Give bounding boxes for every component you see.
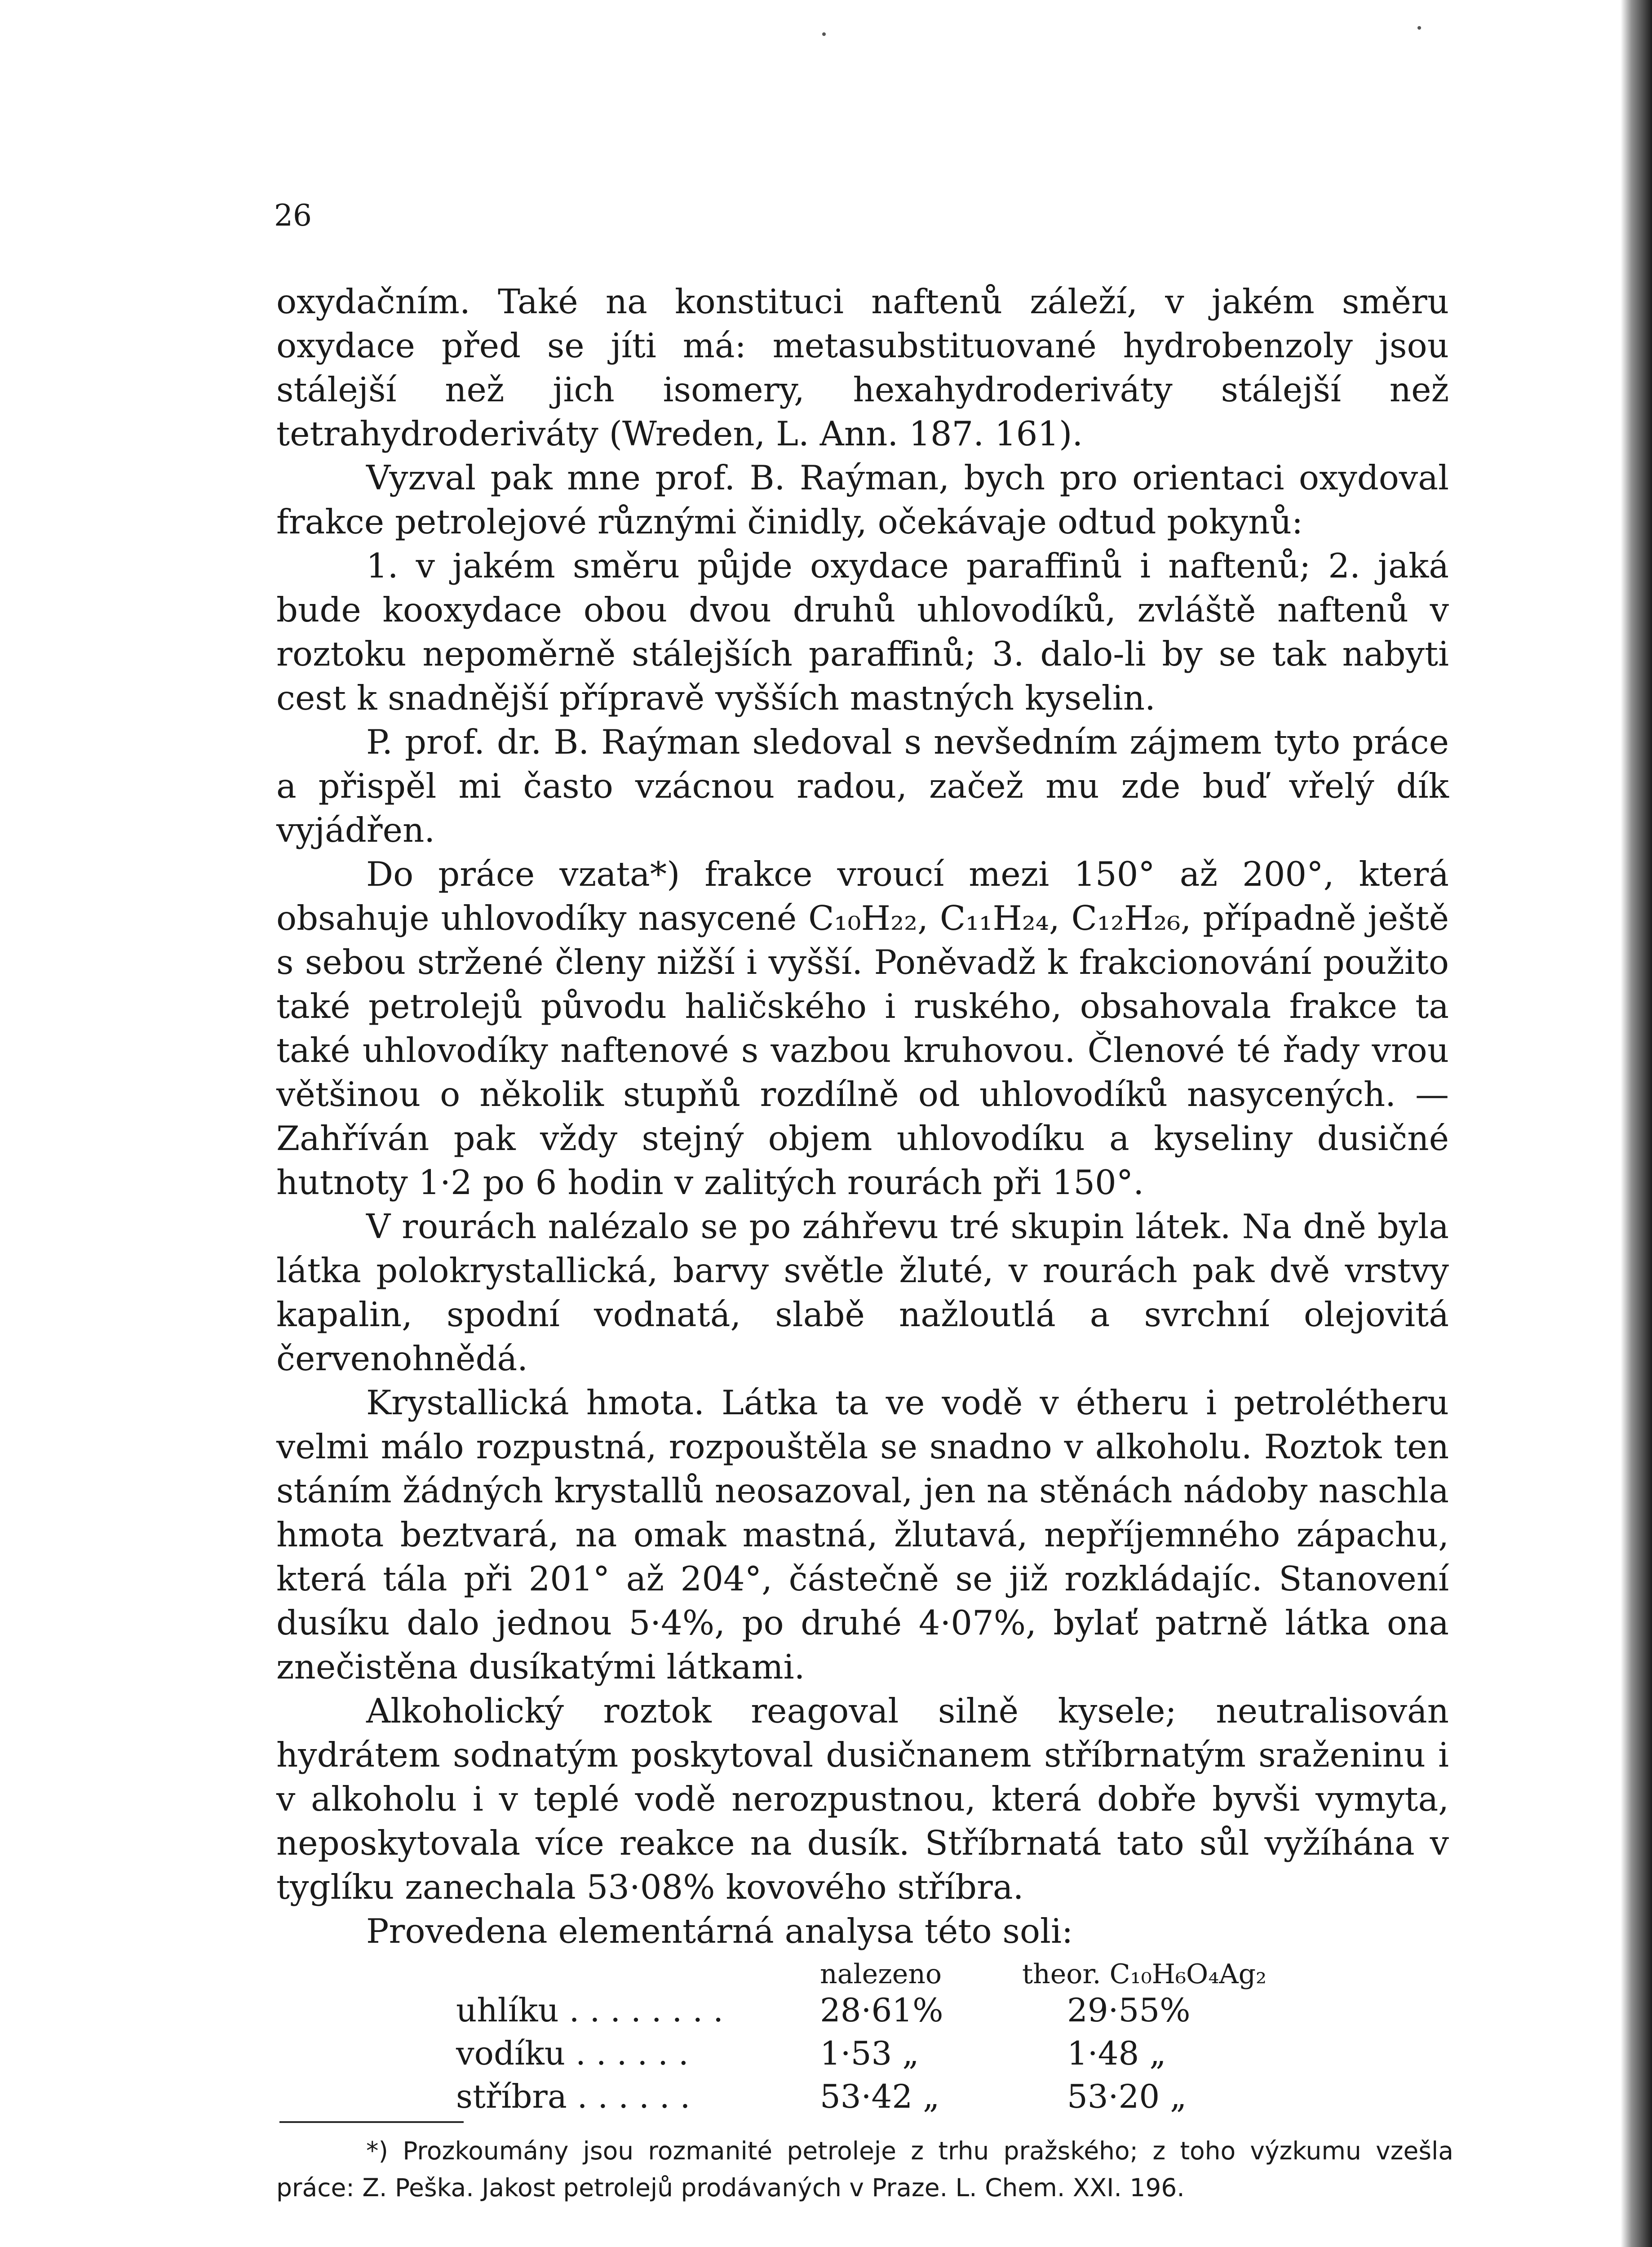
paragraph: Krystallická hmota. Látka ta ve vodě v étheru i petrolétheru velmi málo rozpustná, rozpouštěla se snadno v alkoholu. Roztok ten stáním žádných krystallů neosazoval, jen na stěnách nádoby naschla hmota beztvará, na omak mastná, žlutavá, nepříjemného zápachu, která tála při 201° až 204°, částečně se již rozkládajíc. Stanovení dusíku dalo jednou 5·4%, po druhé 4·07%, bylať patrně látka ona znečistěna dusíkatými látkami. bbox=[276, 1383, 1449, 1687]
paragraph: oxydačním. Také na konstituci naftenů záleží, v jakém směru oxydace před se jíti má: metasubstituované hydrobenzoly jsou stálejší než jich isomery, hexahydroderiváty stálejší než tetrahydroderiváty (Wreden, L. Ann. 187. 161). bbox=[276, 282, 1449, 453]
page-edge-shadow bbox=[1621, 0, 1652, 2247]
theoretical-value: 53·20 „ bbox=[1067, 2078, 1187, 2115]
paragraph: Provedena elementárná analysa této soli: bbox=[366, 1911, 1073, 1951]
analysis-table bbox=[276, 1953, 1449, 2118]
paragraph: P. prof. dr. B. Raýman sledoval s nevšedním zájmem tyto práce a přispěl mi často vzácnou radou, začež mu zde buď vřelý dík vyjádřen. bbox=[276, 722, 1449, 850]
analysis-header bbox=[276, 1953, 1449, 1989]
element-name: uhlíku . . . . . . . . bbox=[456, 1991, 723, 2029]
paragraph: V rourách nalézalo se po záhřevu tré skupin látek. Na dně byla látka polokrystallická, barvy světle žluté, v rourách pak dvě vrstvy kapalin, spodní vodnatá, slabě nažloutlá a svrchní olejovitá červenohnědá. bbox=[276, 1207, 1449, 1378]
found-value: 28·61% bbox=[820, 1991, 943, 2029]
paragraph: 1. v jakém směru půjde oxydace paraffinů i naftenů; 2. jaká bude kooxydace obou dvou druhů uhlovodíků, zvláště naftenů v roztoku nepoměrně stálejších paraffinů; 3. dalo-li by se tak nabyti cest k snadnější přípravě vyšších mastných kyselin. bbox=[276, 546, 1449, 718]
table-row bbox=[276, 2032, 1449, 2075]
element-name: vodíku . . . . . . bbox=[456, 2034, 689, 2072]
body-text bbox=[276, 280, 1449, 1953]
footnote bbox=[276, 2132, 1453, 2206]
paragraph: Do práce vzata*) frakce vroucí mezi 150° až 200°, která obsahuje uhlovodíky nasycené C₁₀H₂₂, C₁₁H₂₄, C₁₂H₂₆, případně ještě s sebou stržené členy nižší i vyšší. Poněvadž k frakcionování použito také petrolejů původu haličského i ruského, obsahovala frakce ta také uhlovodíky naftenové s vazbou kruhovou. Členové té řady vrou většinou o několik stupňů rozdílně od uhlovodíků nasycených. — Zahříván pak vždy stejný objem uhlovodíku a kyseliny dusičné hutnoty 1·2 po 6 hodin v zalitých rourách při 150°. bbox=[276, 854, 1449, 1202]
page-number: 26 bbox=[274, 198, 312, 233]
table-row bbox=[276, 2075, 1449, 2118]
found-value: 53·42 „ bbox=[820, 2078, 940, 2115]
footnote-text: *) Prozkoumány jsou rozmanité petroleje z trhu pražského; z toho výzkumu vzešla práce: Z. Peška. Jakost petrolejů prodávaných v Praze. L. Chem. XXI. 196. bbox=[276, 2136, 1453, 2202]
paragraph: Vyzval pak mne prof. B. Raýman, bych pro orientaci oxydoval frakce petrolejové různými činidly, očekávaje odtud pokynů: bbox=[276, 458, 1449, 542]
header-found: nalezeno bbox=[820, 1958, 942, 1990]
header-theoretical: theor. C₁₀H₆O₄Ag₂ bbox=[1022, 1958, 1267, 1990]
scan-speck bbox=[822, 32, 826, 36]
footnote-divider bbox=[279, 2121, 464, 2123]
found-value: 1·53 „ bbox=[820, 2034, 919, 2072]
element-name: stříbra . . . . . . bbox=[456, 2078, 691, 2115]
scan-speck bbox=[1417, 26, 1421, 30]
paragraph: Alkoholický roztok reagoval silně kysele; neutralisován hydrátem sodnatým poskytoval dusičnanem stříbrnatým sraženinu i v alkoholu i v teplé vodě nerozpustnou, která dobře byvši vymyta, neposkytovala více reakce na dusík. Stříbrnatá tato sůl vyžíhána v tyglíku zanechala 53·08% kovového stříbra. bbox=[276, 1691, 1449, 1907]
theoretical-value: 29·55% bbox=[1067, 1991, 1191, 2029]
table-row bbox=[276, 1989, 1449, 2032]
theoretical-value: 1·48 „ bbox=[1067, 2034, 1166, 2072]
